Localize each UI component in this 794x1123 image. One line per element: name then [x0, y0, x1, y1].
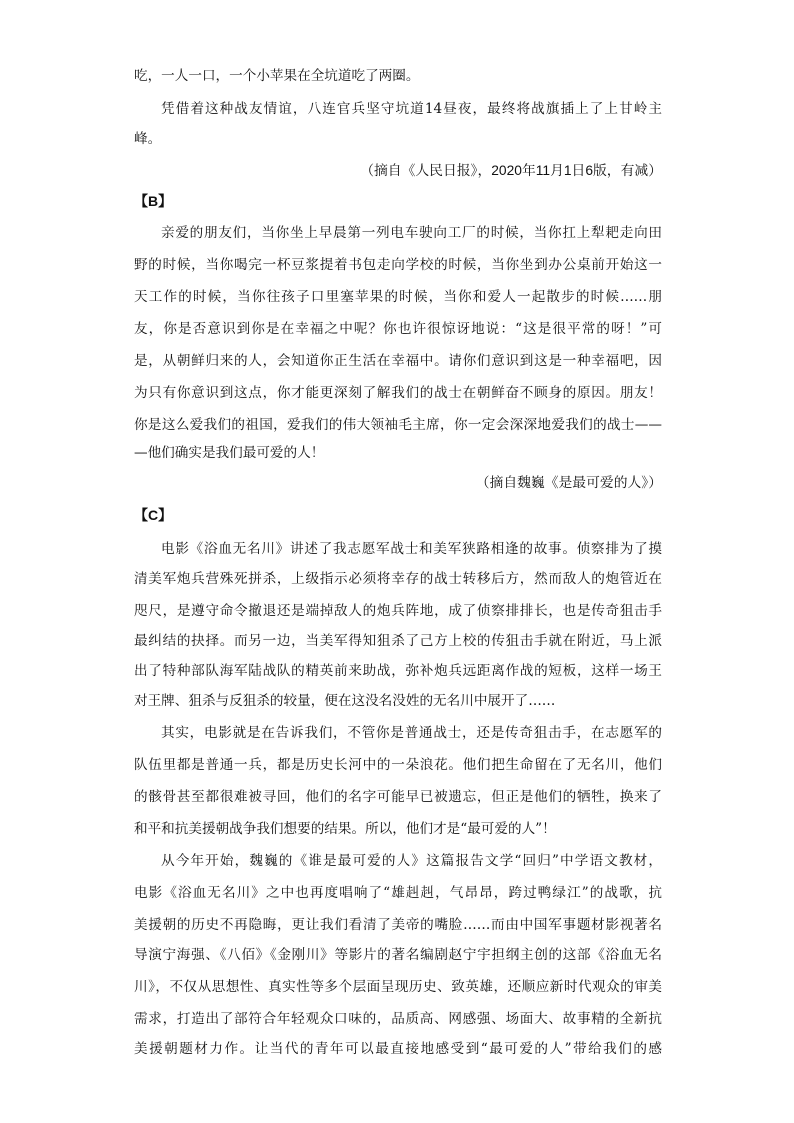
paragraph-line: 吃，一人一口，一个小苹果在全坑道吃了两圈。	[134, 68, 420, 84]
paragraph-line: 亲爱的朋友们，当你坐上早晨第一列电车驶向工厂的时候，当你扛上犁耙走向田	[161, 225, 662, 241]
paragraph-line: 美援朝的历史不再隐晦，更让我们看清了美帝的嘴脸……而由中国军事题材影视著名	[134, 917, 662, 933]
paragraph-line: 最纠结的抉择。而另一边，当美军得知狙杀了己方上校的传狙击手就在附近，马上派	[134, 633, 662, 649]
paragraph-line: 凭借着这种战友情谊，八连官兵坚守坑道14昼夜，最终将战旗插上了上甘岭主	[161, 101, 662, 117]
paragraph-line: 出了特种部队海军陆战队的精英前来助战，弥补炮兵远距离作战的短板，这样一场王	[134, 663, 662, 679]
paragraph-line: 天工作的时候，当你往孩子口里塞苹果的时候，当你和爱人一起散步的时候……朋	[134, 289, 662, 305]
paragraph-line: 对王牌、狙杀与反狙杀的较量，便在这没名没姓的无名川中展开了……	[134, 693, 556, 709]
paragraph-line: 需求，打造出了部符合年轻观众口味的，品质高、网感强、场面大、故事精的全新抗	[134, 1011, 662, 1027]
paragraph-line: 是，从朝鲜归来的人，会知道你正生活在幸福中。请你们意识到这是一种幸福吧，因	[134, 353, 662, 369]
paragraph-line: 的骸骨甚至都很难被寻回，他们的名字可能早已被遗忘，但正是他们的牺牲，换来了	[134, 789, 662, 805]
paragraph-line: 队伍里都是普通一兵，都是历史长河中的一朵浪花。他们把生命留在了无名川，他们	[134, 757, 662, 773]
paragraph-line: 从今年开始，魏巍的《谁是最可爱的人》这篇报告文学“回归”中学语文教材，	[161, 853, 662, 869]
paragraph-line: —他们确实是我们最可爱的人！	[134, 445, 325, 461]
paragraph-line: 为只有你意识到这点，你才能更深刻了解我们的战士在朝鲜奋不顾身的原因。朋友！	[134, 385, 662, 401]
section-heading-b: 【B】	[134, 193, 173, 209]
section-heading-c: 【C】	[134, 507, 173, 523]
paragraph-line: 川》，不仅从思想性、真实性等多个层面呈现历史、致英雄，还顺应新时代观众的审美	[134, 979, 662, 995]
paragraph-line: 友，你是否意识到你是在幸福之中呢？你也许很惊讶地说：“这是很平常的呀！”可	[134, 321, 662, 337]
paragraph-line: 你是这么爱我们的祖国，爱我们的伟大领袖毛主席，你一定会深深地爱我们的战士——	[134, 417, 662, 433]
paragraph-line: 电影《浴血无名川》讲述了我志愿军战士和美军狭路相逢的故事。侦察排为了摸	[161, 541, 662, 557]
source-citation: （摘自《人民日报》，2020年11月1日6版，有减）	[360, 163, 662, 178]
paragraph-line: 电影《浴血无名川》之中也再度唱响了“雄赳赳，气昂昂，跨过鸭绿江”的战歌，抗	[134, 885, 662, 901]
paragraph-line: 其实，电影就是在告诉我们，不管你是普通战士，还是传奇狙击手，在志愿军的	[161, 725, 662, 741]
paragraph-line: 咫尺，是遵守命令撤退还是端掉敌人的炮兵阵地，成了侦察排排长，也是传奇狙击手	[134, 603, 662, 619]
paragraph-line: 峰。	[134, 131, 162, 147]
paragraph-line: 导演宁海强、《八佰》《金刚川》等影片的著名编剧赵宁宇担纲主创的这部《浴血无名	[134, 947, 662, 963]
paragraph-line: 野的时候，当你喝完一杯豆浆提着书包走向学校的时候，当你坐到办公桌前开始这一	[134, 257, 662, 273]
paragraph-line: 美援朝题材力作。让当代的青年可以最直接地感受到“最可爱的人”带给我们的感	[134, 1041, 662, 1057]
paragraph-line: 清美军炮兵营殊死拼杀，上级指示必须将幸存的战士转移后方，然而敌人的炮管近在	[134, 571, 662, 587]
paragraph-line: 和平和抗美援朝战争我们想要的结果。所以，他们才是“最可爱的人”！	[134, 821, 556, 837]
source-citation: （摘自魏巍《是最可爱的人》）	[475, 475, 662, 490]
